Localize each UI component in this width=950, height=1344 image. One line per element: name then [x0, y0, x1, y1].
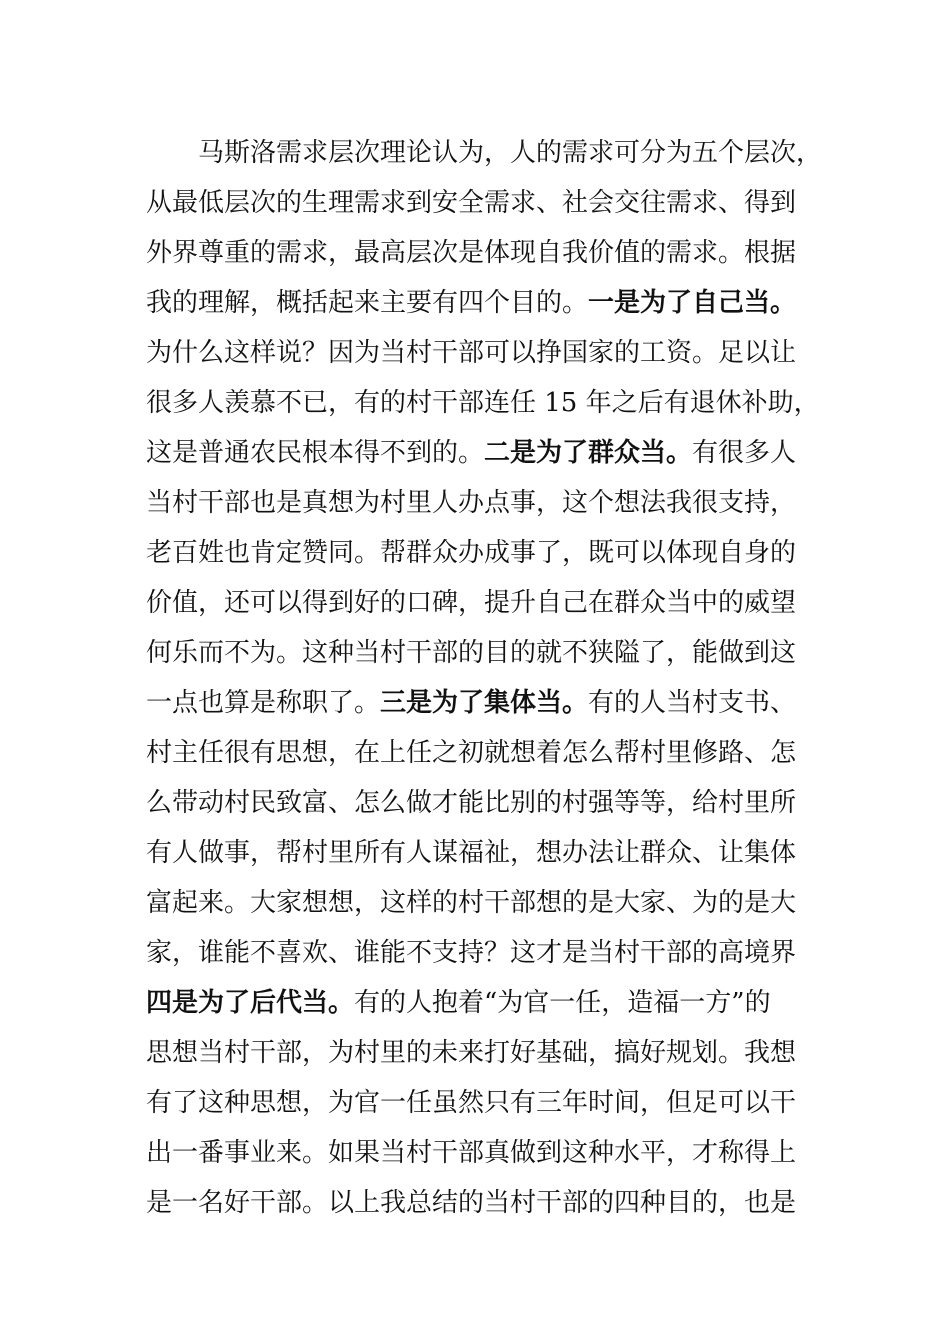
- text-run: 一点也算是称职了。: [146, 688, 381, 718]
- text-line: [146, 1178, 806, 1228]
- text-run: 家，谁能不喜欢、谁能不支持？这才是当村干部的高境界: [146, 938, 797, 968]
- text-line: [146, 778, 806, 828]
- text-run: 出一番事业来。如果当村干部真做到这种水平，才称得上: [146, 1138, 797, 1168]
- text-line: [146, 428, 806, 478]
- text-run: 我的理解，概括起来主要有四个目的。: [146, 288, 589, 318]
- text-run: 思想当村干部，为村里的未来打好基础，搞好规划。我想: [146, 1038, 797, 1068]
- text-run: 有人做事，帮村里所有人谋福祉，想办法让群众、让集体: [146, 838, 797, 868]
- emphasis-text: 二是为了群众当。: [484, 438, 693, 468]
- text-line: [146, 478, 806, 528]
- text-run: 很多人羡慕不已，有的村干部连任 15 年之后有退休补助，: [146, 388, 820, 418]
- text-line: [146, 628, 806, 678]
- emphasis-text: 三是为了集体当。: [380, 688, 589, 718]
- text-line: [146, 278, 806, 328]
- text-run: 马斯洛需求层次理论认为，人的需求可分为五个层次，: [198, 138, 823, 168]
- text-run: 从最低层次的生理需求到安全需求、社会交往需求、得到: [146, 188, 797, 218]
- text-line: [146, 578, 806, 628]
- text-line: [146, 328, 806, 378]
- text-run: 当村干部也是真想为村里人办点事，这个想法我很支持，: [146, 488, 797, 518]
- text-run: 这是普通农民根本得不到的。: [146, 438, 485, 468]
- text-run: 为什么这样说？因为当村干部可以挣国家的工资。足以让: [146, 338, 797, 368]
- text-line: [146, 728, 806, 778]
- text-line: [146, 128, 823, 178]
- text-line: [146, 828, 806, 878]
- text-line: [146, 1078, 806, 1128]
- text-run: 价值，还可以得到好的口碑，提升自己在群众当中的威望: [146, 588, 797, 618]
- emphasis-text: 四是为了后代当。: [146, 988, 355, 1018]
- text-line: [146, 178, 806, 228]
- text-line: [146, 978, 806, 1028]
- text-line: [146, 928, 806, 978]
- text-run: 何乐而不为。这种当村干部的目的就不狭隘了，能做到这: [146, 638, 797, 668]
- text-run: 有的人当村支书、: [588, 688, 797, 718]
- text-run: 有了这种思想，为官一任虽然只有三年时间，但足可以干: [146, 1088, 797, 1118]
- text-run: 有的人抱着“为官一任，造福一方”的: [354, 988, 771, 1018]
- text-run: 老百姓也肯定赞同。帮群众办成事了，既可以体现自身的: [146, 538, 797, 568]
- text-run: 有很多人: [692, 438, 797, 468]
- text-line: [146, 528, 806, 578]
- text-line: [146, 228, 806, 278]
- text-line: [146, 378, 820, 428]
- text-line: [146, 1028, 806, 1078]
- text-run: 是一名好干部。以上我总结的当村干部的四种目的，也是: [146, 1188, 797, 1218]
- text-run: 么带动村民致富、怎么做才能比别的村强等等，给村里所: [146, 788, 797, 818]
- text-line: [146, 678, 806, 728]
- text-line: [146, 878, 806, 928]
- text-run: 外界尊重的需求，最高层次是体现自我价值的需求。根据: [146, 238, 797, 268]
- emphasis-text: 一是为了自己当。: [588, 288, 797, 318]
- text-line: [146, 1128, 806, 1178]
- text-run: 富起来。大家想想，这样的村干部想的是大家、为的是大: [146, 888, 797, 918]
- text-run: 村主任很有思想，在上任之初就想着怎么帮村里修路、怎: [146, 738, 797, 768]
- body-paragraph: [146, 128, 823, 1228]
